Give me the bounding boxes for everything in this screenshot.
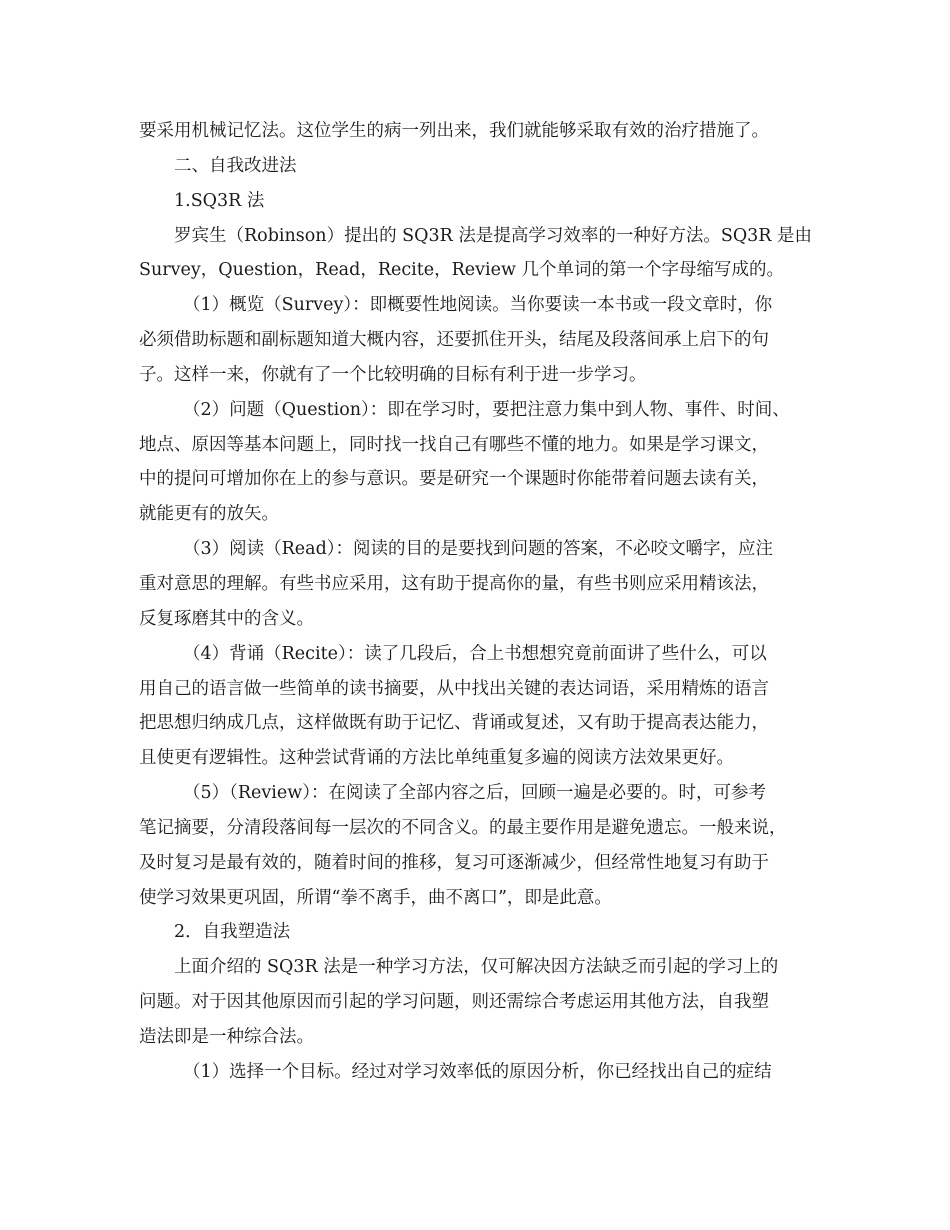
text-line: （4）背诵（Recite）：读了几段后，合上书想想究竟前面讲了些什么，可以 bbox=[183, 643, 767, 664]
text-line: （2）问题（Question）：即在学习时，要把注意力集中到人物、事件、时间、 bbox=[183, 399, 790, 420]
text-line: 笔记摘要，分清段落间每一层次的不同含义。的最主要作用是避免遗忘。一般来说， bbox=[139, 817, 787, 838]
text-line: 使学习效果更巩固，所谓“拳不离手，曲不离口”，即是此意。 bbox=[139, 887, 612, 908]
text-line: 2．自我塑造法 bbox=[174, 922, 291, 943]
text-line: 反复琢磨其中的含义。 bbox=[139, 608, 314, 629]
document-body bbox=[139, 114, 812, 1090]
text-line: 把思想归纳成几点，这样做既有助于记忆、背诵或复述，又有助于提高表达能力， bbox=[139, 713, 769, 734]
text-line: 罗宾生（Robinson）提出的 SQ3R 法是提高学习效率的一种好方法。SQ3R 是由 bbox=[174, 225, 813, 246]
text-line: 1.SQ3R 法 bbox=[174, 190, 265, 211]
text-line: 就能更有的放矢。 bbox=[139, 504, 279, 525]
text-line: 用自己的语言做一些简单的读书摘要，从中找出关键的表达词语，采用精炼的语言 bbox=[139, 678, 769, 699]
text-line: 子。这样一来，你就有了一个比较明确的目标有利于进一步学习。 bbox=[139, 364, 647, 385]
text-line: 地点、原因等基本问题上，同时找一找自己有哪些不懂的地力。如果是学习课文， bbox=[139, 434, 769, 455]
text-line: （5）（Review）：在阅读了全部内容之后，回顾一遍是必要的。时，可参考 bbox=[183, 783, 766, 804]
text-line: 且使更有逻辑性。这种尝试背诵的方法比单纯重复多遍的阅读方法效果更好。 bbox=[139, 748, 734, 769]
text-line: （1）选择一个目标。经过对学习效率低的原因分析，你已经找出自己的症结 bbox=[183, 1061, 772, 1082]
text-line: 及时复习是最有效的，随着时间的推移，复习可逐渐减少，但经常性地复习有助于 bbox=[139, 852, 769, 873]
text-line: 中的提问可增加你在上的参与意识。要是研究一个课题时你能带着问题去读有关， bbox=[139, 469, 769, 490]
text-line: （1）概览（Survey）：即概要性地阅读。当你要读一本书或一段文章时，你 bbox=[183, 295, 773, 316]
text-line: 二、自我改进法 bbox=[174, 155, 297, 176]
text-line: 必须借助标题和副标题知道大概内容，还要抓住开头，结尾及段落间承上启下的句 bbox=[139, 330, 769, 351]
text-line: Survey，Question，Read，Recite，Review 几个单词的第一个字母缩写成的。 bbox=[139, 260, 785, 281]
text-line: 要采用机械记忆法。这位学生的病一列出来，我们就能够采取有效的治疗措施了。 bbox=[139, 121, 769, 141]
text-line: 问题。对于因其他原因而引起的学习问题，则还需综合考虑运用其他方法，自我塑 bbox=[139, 992, 769, 1013]
text-line: 重对意思的理解。有些书应采用，这有助于提高你的量，有些书则应采用精该法， bbox=[139, 573, 769, 594]
text-line: 上面介绍的 SQ3R 法是一种学习方法，仅可解决因方法缺乏而引起的学习上的 bbox=[174, 957, 779, 978]
text-line: （3）阅读（Read）：阅读的目的是要找到问题的答案，不必咬文嚼字，应注 bbox=[183, 539, 774, 560]
text-line: 造法即是一种综合法。 bbox=[139, 1026, 314, 1047]
